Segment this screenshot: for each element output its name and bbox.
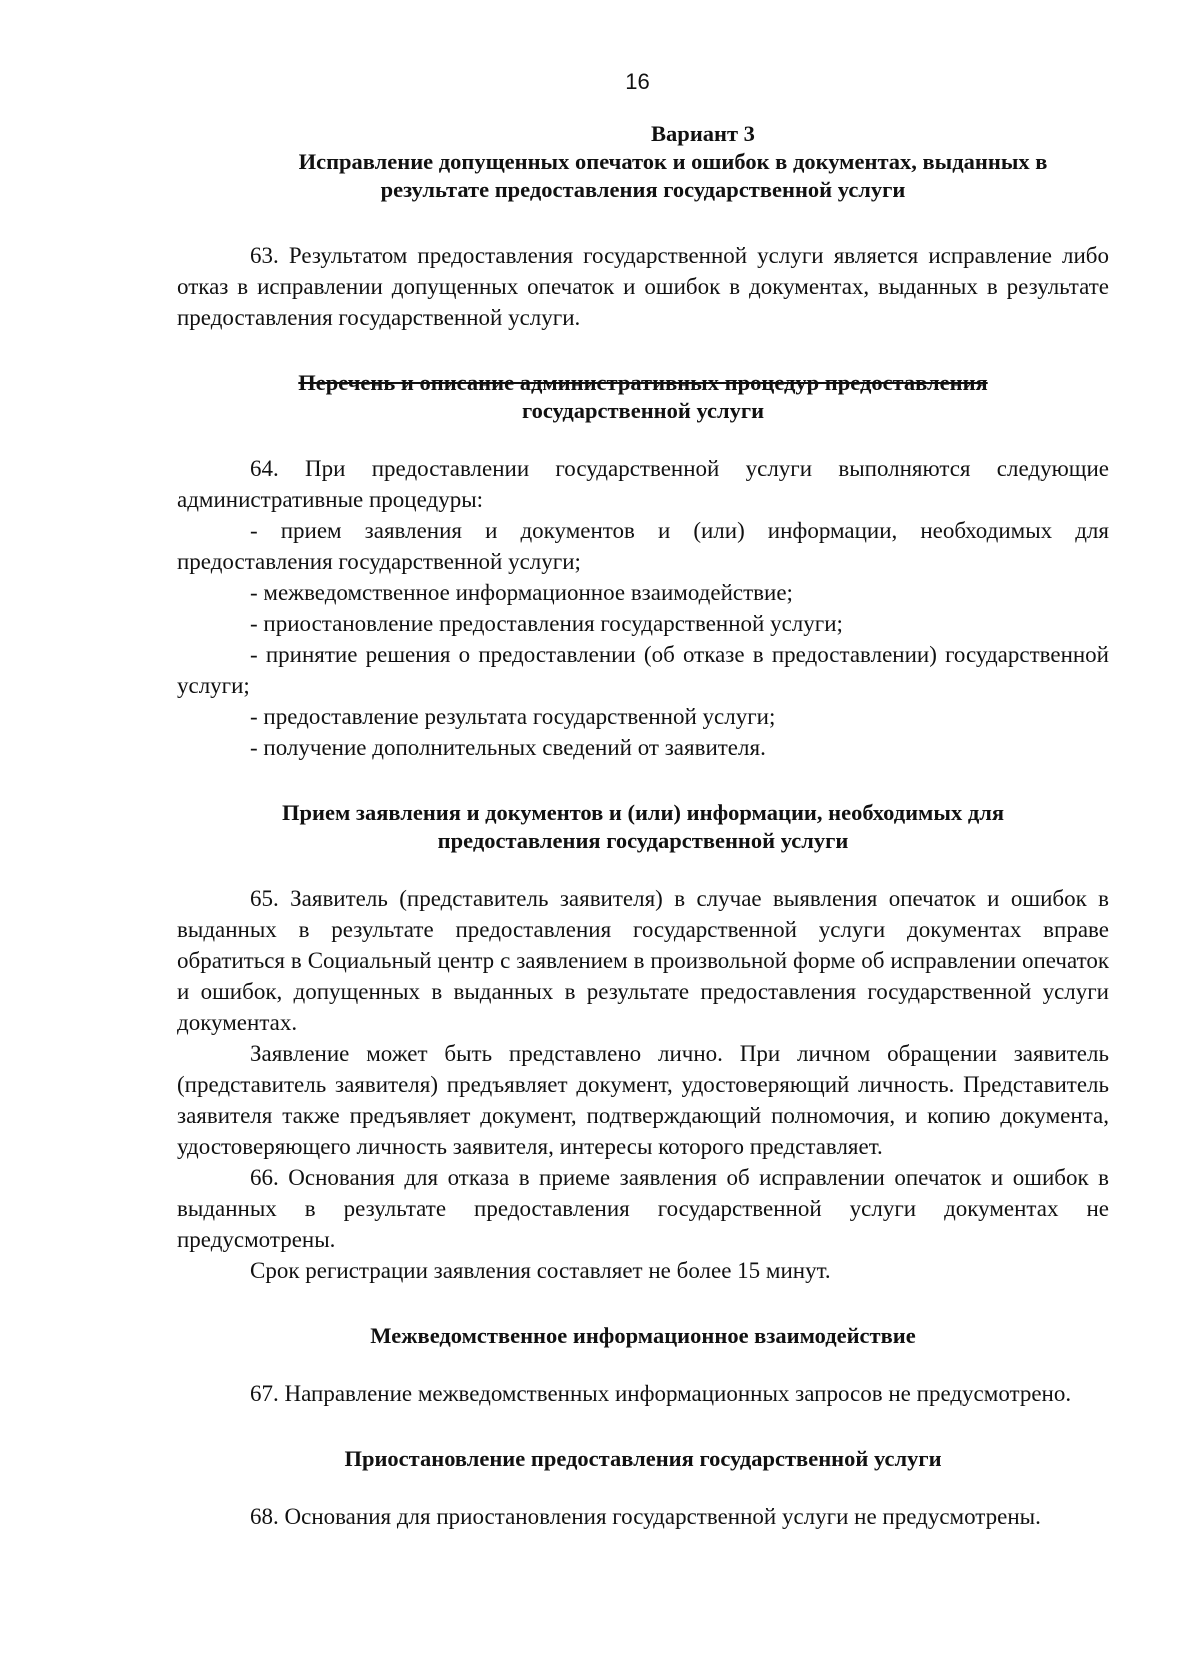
paragraph-65-continued: Заявление может быть представлено лично. При личном обращении заявитель (представитель заявителя) предъявляет документ, удостоверяющий личность. Представитель заявителя также предъявляет документ, подтверждающий полномочия, и копию документа, удостоверяющего личность заявителя, интересы которого представляет. [177,1041,1109,1159]
procedure-item: - принятие решения о предоставлении (об отказе в предоставлении) государственной услуги; [177,642,1109,698]
variant-subtitle-line2: результате предоставления государственной услуги [380,177,906,202]
struck-heading-text: Перечень и описание административных процедур предоставления [298,370,988,395]
paragraph-65: 65. Заявитель (представитель заявителя) в случае выявления опечаток и ошибок в выданных в результате предоставления государственной услуги документах вправе обратиться в Социальный центр с заявлением в произвольной форме об исправлении опечаток и ошибок, допущенных в выданных в результате предоставления государственной услуги документах. [177,886,1109,1035]
section-heading-reception-line1: Прием заявления и документов и (или) информации, необходимых для [282,800,1004,825]
paragraph-64: 64. При предоставлении государственной услуги выполняются следующие административные процедуры: [177,456,1109,512]
variant-subtitle-line1: Исправление допущенных опечаток и ошибок в документах, выданных в [298,149,1048,174]
page-number: 16 [625,69,650,94]
section-heading-reception-line2: предоставления государственной услуги [437,828,849,853]
paragraph-63: 63. Результатом предоставления государственной услуги является исправление либо отказ в исправлении допущенных опечаток и ошибок в документах, выданных в результате предоставления государственной услуги. [177,243,1109,330]
section-heading-procedures-line1 [177,369,1109,397]
section-heading-interagency: Межведомственное информационное взаимодействие [370,1323,916,1348]
procedure-item: - получение дополнительных сведений от заявителя. [250,735,766,760]
paragraph-68: 68. Основания для приостановления государственной услуги не предусмотрены. [250,1504,1041,1529]
document-body [177,120,1109,1532]
section-heading-suspension: Приостановление предоставления государственной услуги [344,1446,942,1471]
procedure-item: - приостановление предоставления государственной услуги; [250,611,843,636]
procedure-item: - межведомственное информационное взаимодействие; [250,580,793,605]
variant-title: Вариант 3 [651,121,755,146]
section-heading-procedures-line2: государственной услуги [521,398,765,423]
paragraph-67: 67. Направление межведомственных информационных запросов не предусмотрено. [250,1381,1072,1406]
procedure-item: - предоставление результата государственной услуги; [250,704,776,729]
paragraph-66-continued: Срок регистрации заявления составляет не более 15 минут. [250,1258,831,1283]
procedure-item: - прием заявления и документов и (или) информации, необходимых для предоставления государственной услуги; [177,518,1109,574]
paragraph-66: 66. Основания для отказа в приеме заявления об исправлении опечаток и ошибок в выданных в результате предоставления государственной услуги документах не предусмотрены. [177,1165,1109,1252]
